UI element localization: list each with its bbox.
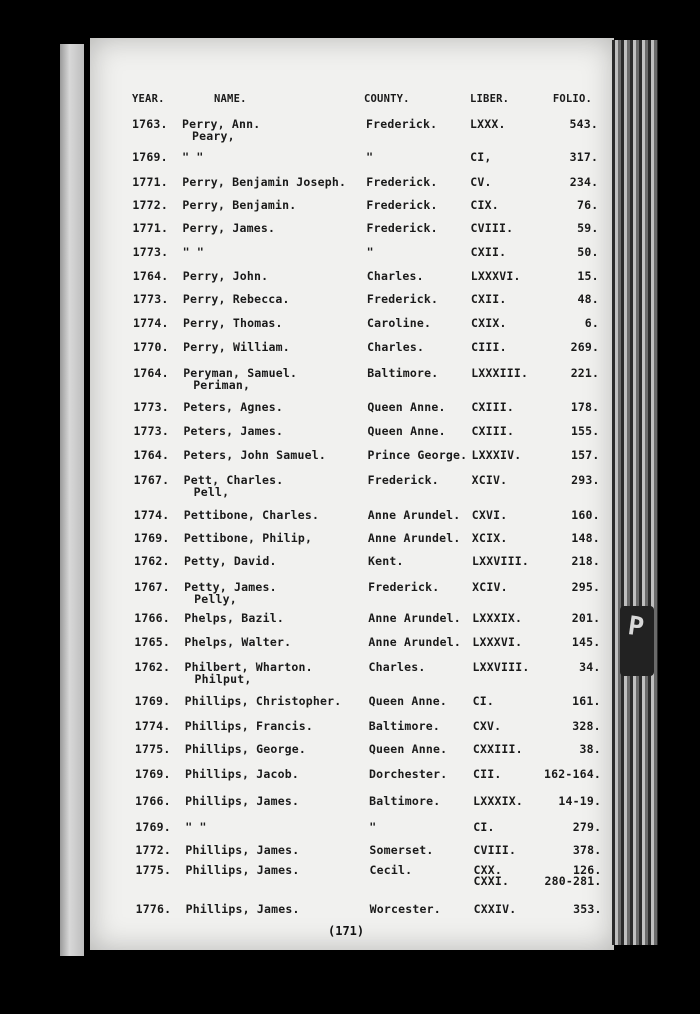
entry-year: 1771. — [132, 175, 168, 189]
left-page-edge — [60, 44, 84, 956]
entry-name: Phillips, Jacob. — [185, 767, 299, 781]
entry-year: 1774. — [132, 316, 169, 330]
entry-liber: CIX. — [470, 198, 499, 212]
entry-liber: CXVI. — [471, 508, 508, 522]
entry-year: 1764. — [133, 366, 169, 380]
entry-county: Queen Anne. — [367, 400, 446, 414]
index-tab-label: P — [625, 611, 646, 643]
book-binding — [612, 40, 658, 945]
entry-year: 1776. — [135, 902, 172, 916]
entry-folio: 38. — [579, 742, 601, 756]
entry-year: 1769. — [135, 820, 171, 834]
entry-folio: 59. — [577, 221, 599, 235]
entry-name: Peters, James. — [183, 424, 284, 438]
entry-county: Kent. — [368, 554, 404, 568]
header-county: COUNTY. — [364, 93, 410, 105]
entry-county: Somerset. — [369, 843, 434, 857]
entry-liber: CXII. — [470, 292, 507, 306]
entry-name: Perry, Ann. — [182, 117, 261, 131]
entry-county: Charles. — [368, 660, 426, 674]
entry-year: 1769. — [134, 694, 171, 708]
entry-county: Anne Arundel. — [367, 531, 461, 545]
entry-liber: CXIII. — [471, 424, 515, 438]
entry-name: Phillips, James. — [185, 902, 300, 916]
entry-name: Perry, James. — [182, 221, 276, 235]
entry-name: Perry, Rebecca. — [182, 292, 290, 306]
entry-county: " — [366, 245, 374, 259]
entry-liber: LXXVIII. — [472, 660, 530, 674]
entry-county: Charles. — [366, 269, 424, 283]
entry-county: Anne Arundel. — [368, 611, 461, 625]
entry-folio: 157. — [571, 448, 600, 462]
entry-folio: 161. — [572, 694, 601, 708]
entry-county: Prince George. — [367, 448, 468, 462]
entry-alt-spelling: Peary, — [192, 129, 235, 143]
entry-county: Anne Arundel. — [368, 635, 461, 649]
entry-year: 1762. — [134, 554, 170, 568]
entry-liber: LXXVIII. — [472, 554, 530, 568]
entry-year: 1764. — [133, 448, 170, 462]
entry-folio: 221. — [570, 366, 600, 380]
entry-liber: CVIII. — [473, 843, 517, 857]
entry-county: Frederick. — [366, 221, 438, 235]
entry-name: Phelps, Walter. — [184, 635, 292, 649]
entry-name: Phillips, James. — [185, 843, 300, 857]
entry-name: Phillips, George. — [184, 742, 306, 756]
entry-year: 1770. — [133, 340, 169, 354]
entry-name: Pettibone, Philip, — [183, 531, 313, 545]
entry-folio: 148. — [571, 531, 600, 545]
entry-folio: 76. — [576, 198, 599, 212]
entry-county: Queen Anne. — [368, 694, 447, 708]
entry-name: Peryman, Samuel. — [183, 366, 298, 380]
entry-name: " " — [185, 820, 207, 834]
entry-folio: 34. — [579, 660, 601, 674]
entry-name: Philbert, Wharton. — [184, 660, 313, 674]
entry-year: 1769. — [133, 531, 170, 545]
entry-name: " " — [182, 245, 204, 259]
entry-year: 1772. — [135, 843, 171, 857]
entry-name: Petty, James. — [184, 580, 277, 594]
entry-folio: 293. — [571, 473, 600, 487]
entry-year: 1773. — [133, 424, 170, 438]
header-name: NAME. — [214, 93, 247, 105]
entry-liber: CXIII. — [471, 400, 515, 414]
entry-name: Pettibone, Charles. — [183, 508, 320, 522]
entry-liber: CV. — [470, 175, 492, 189]
entry-folio: 155. — [570, 424, 600, 438]
entry-liber: LXXX. — [470, 117, 506, 131]
entry-name: Pett, Charles. — [183, 473, 284, 487]
entry-name: Perry, William. — [183, 340, 290, 354]
entry-year: 1767. — [133, 473, 170, 487]
entry-liber: CIII. — [471, 340, 507, 354]
entry-folio: 48. — [577, 292, 599, 306]
entry-year: 1769. — [135, 767, 171, 781]
entry-folio: 178. — [570, 400, 600, 414]
entry-year: 1774. — [133, 508, 170, 522]
entry-year: 1775. — [134, 742, 171, 756]
entry-year: 1764. — [132, 269, 169, 283]
entry-folio: 160. — [571, 508, 600, 522]
entry-liber-second: CXXI. — [473, 874, 510, 888]
entry-county: Worcester. — [369, 902, 441, 916]
entry-county: Frederick. — [368, 580, 440, 594]
entry-county: Baltimore. — [369, 794, 441, 808]
entry-folio: 234. — [569, 175, 599, 189]
entry-county: Queen Anne. — [368, 742, 448, 756]
entry-folio: 269. — [570, 340, 600, 354]
register-page — [90, 38, 614, 950]
entry-name: Petty, David. — [184, 554, 277, 568]
entry-liber: XCIV. — [471, 473, 508, 487]
entry-liber: LXXXIX. — [473, 794, 523, 808]
entry-county: Dorchester. — [369, 767, 448, 781]
entry-county: Frederick. — [366, 292, 439, 306]
entry-folio: 126. — [572, 863, 602, 877]
entry-folio: 6. — [584, 316, 599, 330]
entry-alt-spelling: Philput, — [194, 672, 252, 686]
entry-year: 1775. — [135, 863, 172, 877]
entry-folio: 162-164. — [544, 767, 601, 781]
entry-liber: CXV. — [472, 719, 502, 733]
entry-county: " — [369, 820, 377, 834]
entry-folio: 378. — [572, 843, 602, 857]
entry-year: 1765. — [134, 635, 171, 649]
entry-alt-spelling: Periman, — [193, 378, 251, 392]
entry-liber: CII. — [473, 767, 502, 781]
entry-name: Phillips, Francis. — [184, 719, 313, 733]
entry-county: Anne Arundel. — [367, 508, 461, 522]
entry-folio: 543. — [569, 117, 598, 131]
entry-folio: 328. — [572, 719, 601, 733]
entry-name: Perry, Thomas. — [182, 316, 283, 330]
entry-liber: CXII. — [470, 245, 507, 259]
entry-year: 1766. — [135, 794, 171, 808]
entry-county: Frederick. — [366, 175, 438, 189]
entry-folio: 279. — [572, 820, 602, 834]
page-number: (171) — [328, 924, 365, 938]
entry-folio: 317. — [569, 150, 599, 164]
entry-year: 1771. — [132, 221, 169, 235]
entry-name: Phillips, James. — [185, 863, 300, 877]
entry-county: Frederick. — [367, 473, 439, 487]
entry-folio: 295. — [571, 580, 601, 594]
entry-year: 1767. — [134, 580, 170, 594]
header-liber: LIBER. — [470, 93, 510, 105]
entry-liber: LXXXVI. — [472, 635, 523, 649]
entry-year: 1773. — [133, 400, 169, 414]
entry-liber: CXXIV. — [473, 902, 517, 916]
entry-liber: CXX. — [473, 863, 502, 877]
entry-folio: 50. — [577, 245, 599, 259]
entry-name: Peters, John Samuel. — [183, 448, 327, 462]
entry-folio: 14-19. — [558, 794, 602, 808]
entry-year: 1763. — [132, 117, 168, 131]
entry-year: 1766. — [134, 611, 170, 625]
entry-liber: CI. — [473, 820, 495, 834]
entry-liber: CI, — [470, 150, 492, 164]
entry-folio: 201. — [571, 611, 601, 625]
entry-liber: CI. — [472, 694, 494, 708]
entry-liber: LXXXIV. — [471, 448, 522, 462]
entry-year: 1774. — [134, 719, 171, 733]
entry-liber: XCIV. — [472, 580, 508, 594]
entry-county: Cecil. — [369, 863, 413, 877]
entry-county: Frederick. — [366, 198, 438, 212]
entry-county: Baltimore. — [367, 366, 439, 380]
entry-county: Caroline. — [366, 316, 432, 330]
entry-folio-second: 280-281. — [544, 874, 602, 888]
entry-county: Frederick. — [366, 117, 438, 131]
header-folio: FOLIO. — [552, 93, 592, 105]
entry-alt-spelling: Pell, — [193, 485, 230, 499]
entry-county: Queen Anne. — [367, 424, 446, 438]
entry-folio: 218. — [571, 554, 601, 568]
entry-name: Phelps, Bazil. — [184, 611, 284, 625]
entry-liber: LXXXIX. — [472, 611, 523, 625]
entry-year: 1772. — [132, 198, 168, 212]
entry-county: Baltimore. — [368, 719, 440, 733]
entry-liber: CXIX. — [470, 316, 507, 330]
entry-year: 1773. — [132, 245, 169, 259]
entry-year: 1773. — [132, 292, 169, 306]
entry-liber: CXXIII. — [472, 742, 523, 756]
entry-folio: 145. — [571, 635, 601, 649]
entry-liber: XCIX. — [471, 531, 508, 545]
entry-county: Charles. — [367, 340, 425, 354]
entry-name: Perry, Benjamin. — [182, 198, 297, 212]
entry-name: Perry, John. — [182, 269, 269, 283]
entry-name: Phillips, James. — [185, 794, 300, 808]
entry-year: 1762. — [134, 660, 171, 674]
entry-alt-spelling: Pelly, — [194, 592, 237, 606]
entry-name: " " — [182, 150, 204, 164]
entry-folio: 353. — [573, 902, 602, 916]
entry-liber: LXXXVI. — [470, 269, 521, 283]
entry-name: Peters, Agnes. — [183, 400, 284, 414]
entry-name: Phillips, Christopher. — [184, 694, 342, 708]
entry-folio: 15. — [577, 269, 599, 283]
entry-year: 1769. — [132, 150, 168, 164]
entry-liber: CVIII. — [470, 221, 514, 235]
entry-liber: LXXXIII. — [471, 366, 529, 380]
entry-name: Perry, Benjamin Joseph. — [182, 175, 347, 189]
header-year: YEAR. — [132, 93, 165, 105]
entry-county: " — [366, 150, 374, 164]
